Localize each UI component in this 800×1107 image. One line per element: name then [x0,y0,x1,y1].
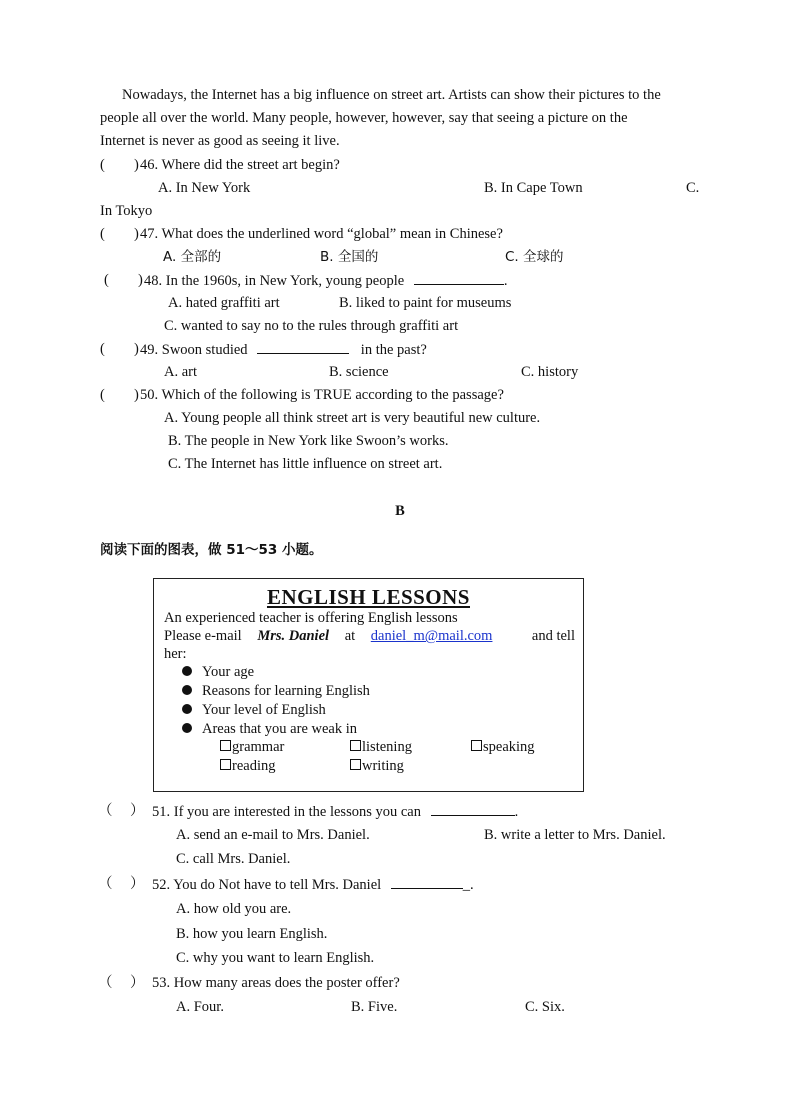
checkbox-icon[interactable] [350,740,361,751]
checkbox-icon[interactable] [471,740,482,751]
q46-option-c-continued: In Tokyo [100,203,153,219]
poster-bullet-item: Your level of English [182,701,326,719]
section-heading: B [395,503,405,519]
q49-stem-end: in the past? [360,342,427,358]
q52-stem-end: _. [462,877,474,893]
q51-paren-open: （ [98,803,113,819]
q49-stem [140,339,427,360]
q52-option-a[interactable]: A. how old you are. [176,901,292,917]
q53-option-a[interactable]: A. Four. [176,999,224,1015]
q48-stem [144,270,507,291]
q48-option-b[interactable]: B. liked to paint for museums [339,295,512,311]
q46-option-c[interactable]: C. [686,180,700,196]
q46-option-a[interactable]: A. In New York [158,180,251,196]
q49-paren-close: ) [134,341,139,357]
q47-option-a[interactable]: A. 全部的 [163,249,222,265]
q50-stem: 50. Which of the following is TRUE according to the passage? [140,387,504,403]
bullet-icon [182,685,192,695]
q48-stem-text: 48. In the 1960s, in New York, young people [144,273,405,289]
q52-stem-text: 52. You do Not have to tell Mrs. Daniel [152,877,382,893]
passage-line: Nowadays, the Internet has a big influence on street art. Artists can show their pictures to the [122,87,661,103]
q53-paren-close: ） [130,975,145,991]
q47-paren-close: ) [134,226,139,242]
q47-paren-open: ( [100,226,105,242]
area-checkbox-writing[interactable]: writing [350,757,404,775]
q51-stem-end: . [514,804,519,820]
q48-option-a[interactable]: A. hated graffiti art [168,295,280,311]
q51-stem [152,801,518,822]
poster-contact-at: at [344,628,356,644]
q48-paren-open: ( [104,272,109,288]
q53-paren-open: （ [98,975,113,991]
q49-option-b[interactable]: B. science [329,364,389,380]
q49-paren-open: ( [100,341,105,357]
poster [153,578,584,792]
poster-contact-prefix: Please e-mail [164,628,242,644]
section-instruction: 阅读下面的图表，做 51～53 小题。 [100,542,323,558]
passage-line: people all over the world. Many people, however, however, say that seeing a picture on the [100,110,628,126]
poster-contact-end: her: [164,646,187,662]
q47-stem: 47. What does the underlined word “global” mean in Chinese? [140,226,503,242]
bullet-icon [182,666,192,676]
q46-paren-close: ) [134,157,139,173]
area-checkbox-listening[interactable]: listening [350,738,412,756]
area-checkbox-grammar[interactable]: grammar [220,738,284,756]
poster-email-link[interactable]: daniel_m@mail.com [370,628,493,644]
q50-paren-open: ( [100,387,105,403]
q52-paren-open: （ [98,876,113,892]
q50-option-b[interactable]: B. The people in New York like Swoon’s works. [168,433,449,449]
q46-paren-open: ( [100,157,105,173]
q53-option-b[interactable]: B. Five. [351,999,398,1015]
poster-contact-suffix: and tell [531,628,575,644]
bullet-icon [182,704,192,714]
q52-option-b[interactable]: B. how you learn English. [176,926,328,942]
q50-option-c[interactable]: C. The Internet has little influence on street art. [168,456,443,472]
q51-answer-blank[interactable] [431,801,515,816]
poster-bullet-item: Areas that you are weak in [182,720,357,738]
q49-answer-blank[interactable] [257,339,349,354]
area-checkbox-reading[interactable]: reading [220,757,275,775]
checkbox-icon[interactable] [220,740,231,751]
q52-answer-blank[interactable] [391,874,463,889]
q51-paren-close: ） [130,803,145,819]
q52-stem [152,874,474,895]
q51-option-c[interactable]: C. call Mrs. Daniel. [176,851,291,867]
checkbox-icon[interactable] [350,759,361,770]
q51-stem-text: 51. If you are interested in the lessons you can [152,804,421,820]
poster-contact-line [164,627,575,645]
passage-line: Internet is never as good as seeing it live. [100,133,340,149]
poster-bullet-item: Your age [182,663,254,681]
q50-option-a[interactable]: A. Young people all think street art is very beautiful new culture. [164,410,541,426]
q49-option-a[interactable]: A. art [164,364,198,380]
q46-option-b[interactable]: B. In Cape Town [484,180,583,196]
area-checkbox-speaking[interactable]: speaking [471,738,535,756]
q52-option-c[interactable]: C. why you want to learn English. [176,950,375,966]
q48-stem-end: . [503,273,508,289]
passage [100,84,700,153]
bullet-icon [182,723,192,733]
q53-option-c[interactable]: C. Six. [525,999,565,1015]
poster-title: ENGLISH LESSONS [266,585,470,609]
q48-paren-close: ) [138,272,143,288]
q49-stem-text: 49. Swoon studied [140,342,248,358]
q48-option-c[interactable]: C. wanted to say no to the rules through graffiti art [164,318,459,334]
q46-stem: 46. Where did the street art begin? [140,157,340,173]
q48-answer-blank[interactable] [414,270,504,285]
poster-bullet-item: Reasons for learning English [182,682,370,700]
q50-paren-close: ) [134,387,139,403]
poster-intro: An experienced teacher is offering English lessons [164,610,458,626]
q52-paren-close: ） [130,876,145,892]
q53-stem: 53. How many areas does the poster offer? [152,975,400,991]
q49-option-c[interactable]: C. history [521,364,579,380]
q47-option-c[interactable]: C. 全球的 [505,249,564,265]
poster-teacher-name: Mrs. Daniel [257,628,330,644]
checkbox-icon[interactable] [220,759,231,770]
q51-option-a[interactable]: A. send an e-mail to Mrs. Daniel. [176,827,370,843]
q51-option-b[interactable]: B. write a letter to Mrs. Daniel. [484,827,666,843]
q47-option-b[interactable]: B. 全国的 [320,249,379,265]
